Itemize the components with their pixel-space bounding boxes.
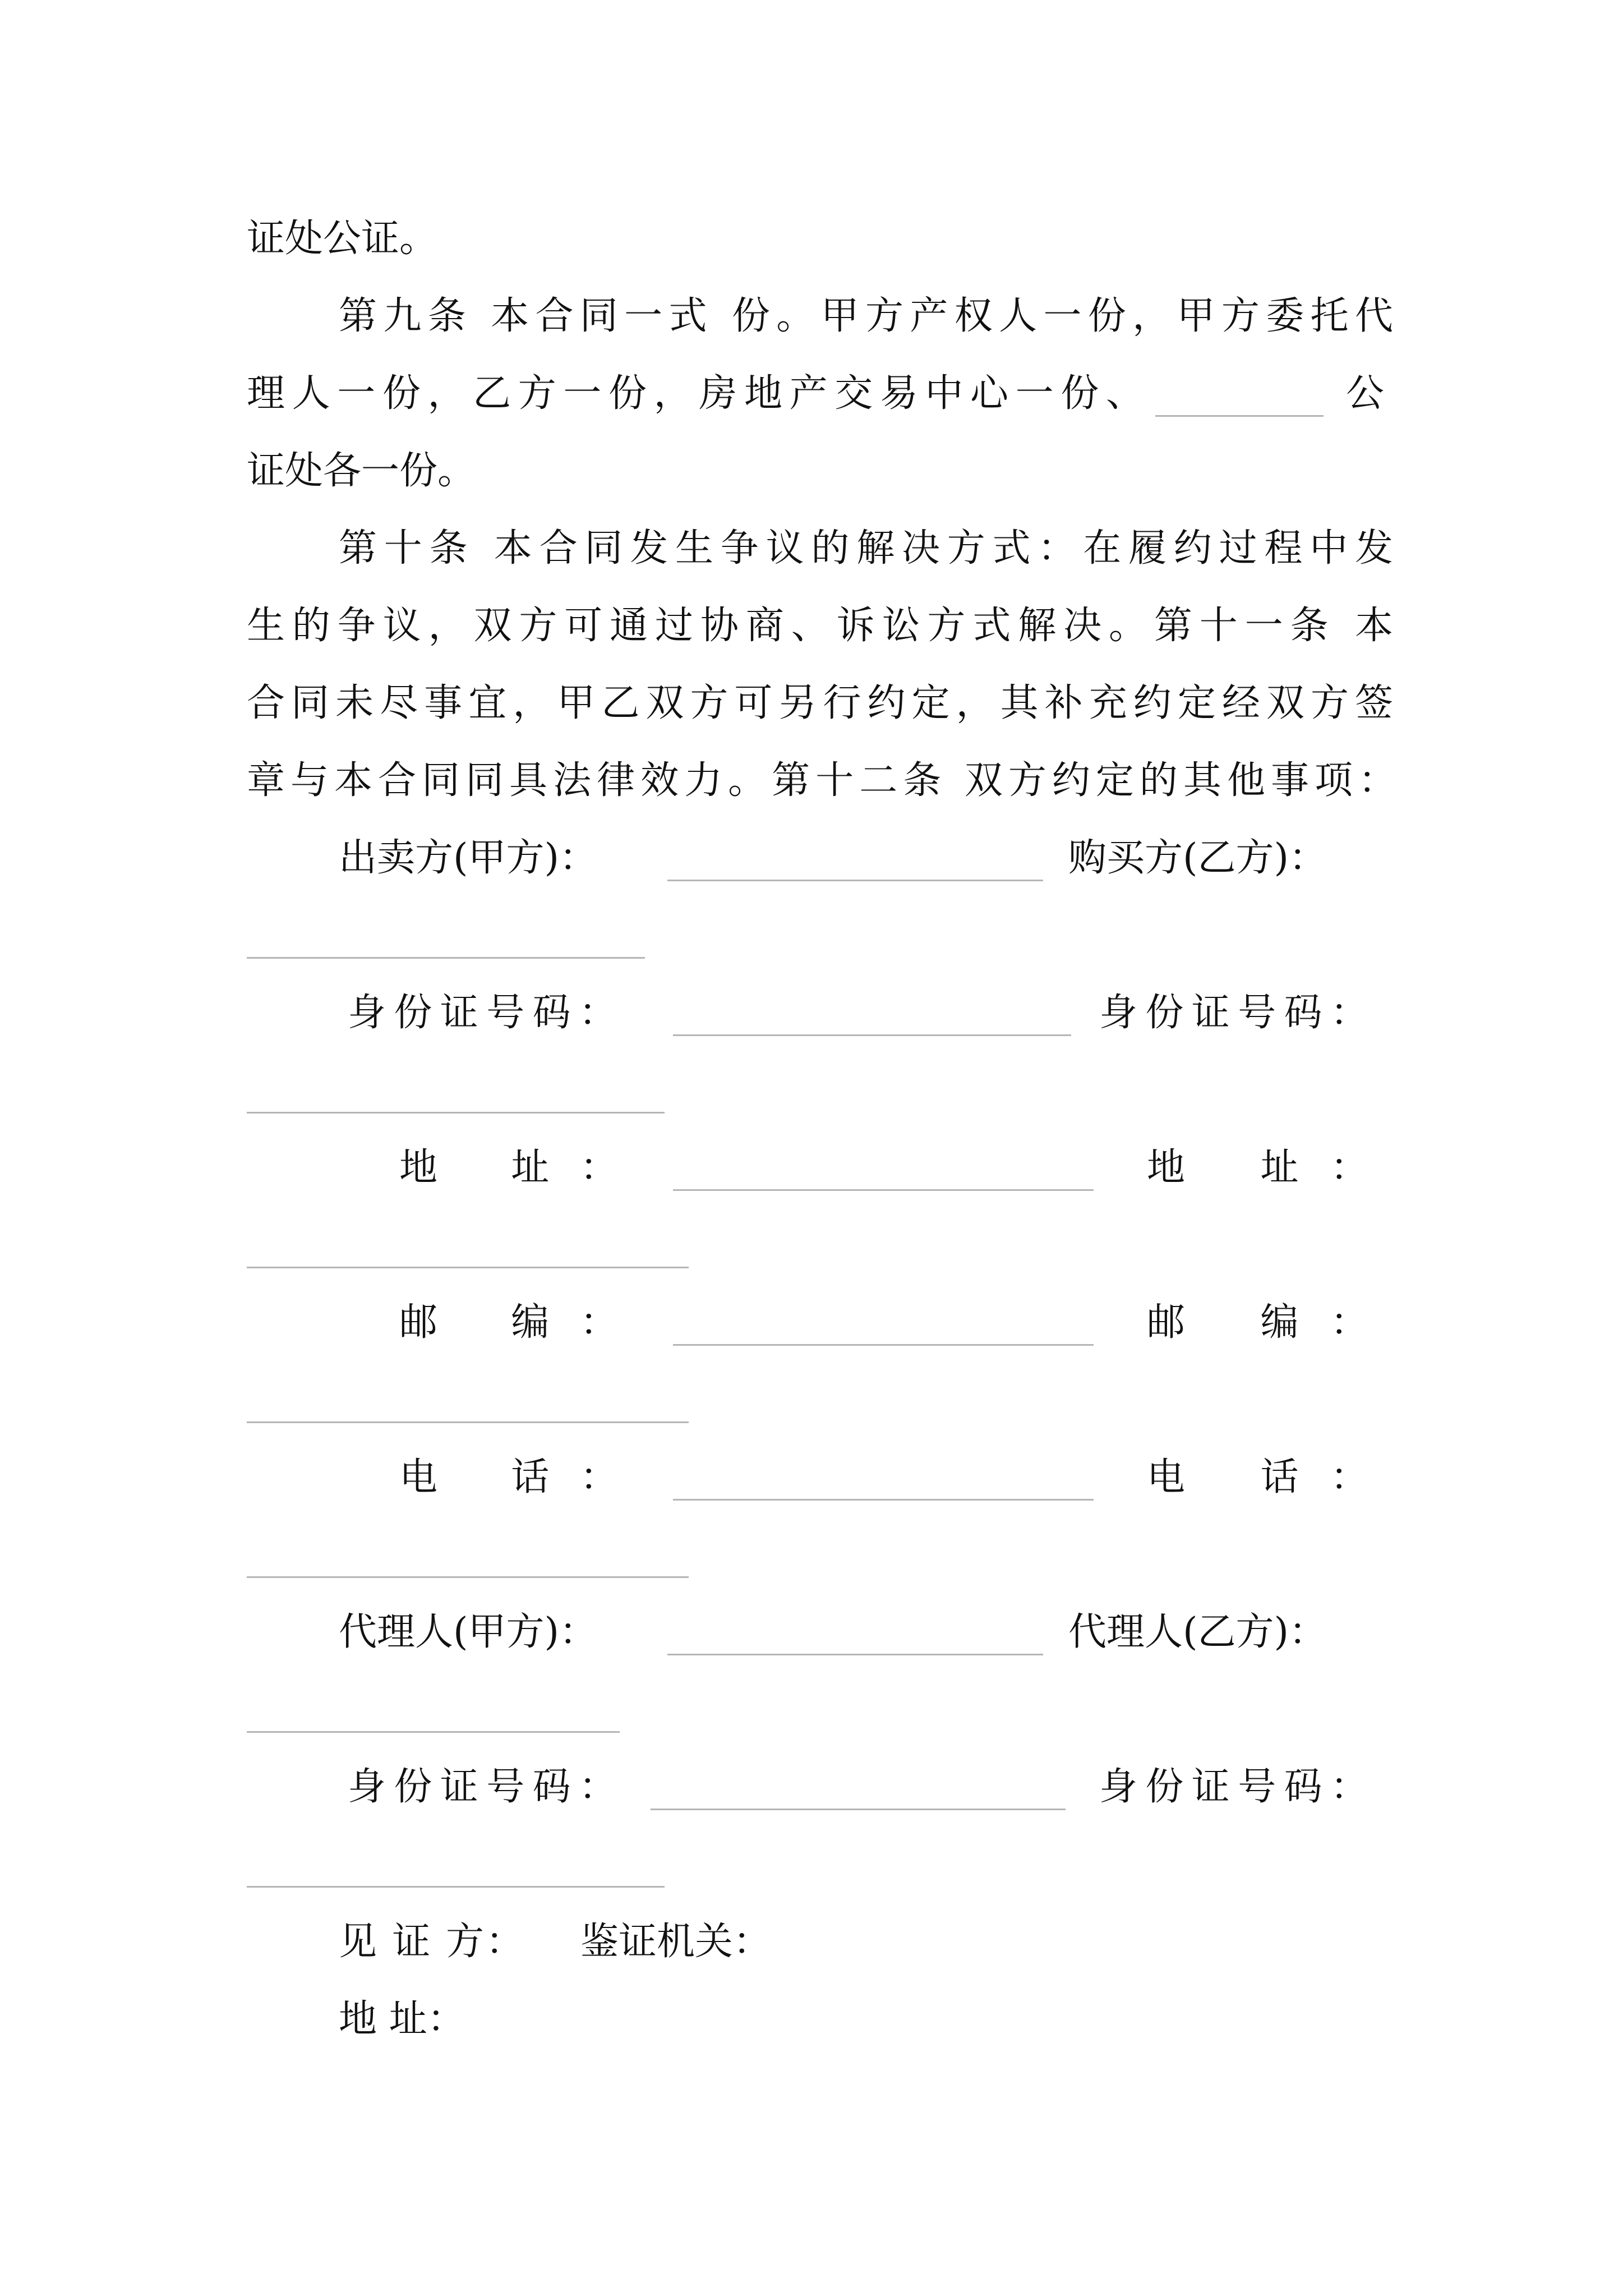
address-label-buyer: 地 址： [1147, 1145, 1368, 1190]
phone-label-buyer: 电 话： [1147, 1455, 1368, 1499]
text-line-6: 生的争议，双方可通过协商、诉讼方式解决。第十一条 本 [247, 604, 1393, 648]
zip-label-buyer: 邮 编： [1147, 1300, 1368, 1345]
text-line-2: 第九条 本合同一式 份。甲方产权人一份，甲方委托代 [339, 294, 1393, 338]
agent-blank-buyer [247, 1731, 620, 1733]
buyer-blank [247, 957, 645, 959]
zip-label-seller: 邮 编： [399, 1300, 618, 1345]
agent-id-blank-seller [651, 1809, 1066, 1810]
id-blank-seller [673, 1034, 1071, 1036]
buyer-label: 购买方(乙方)： [1068, 836, 1327, 880]
agent-label-seller: 代理人(甲方)： [339, 1610, 598, 1654]
footer-address-label: 地 址： [339, 1997, 465, 2041]
agent-id-label-buyer: 身份证号码： [1099, 1765, 1368, 1809]
address-blank-seller [673, 1189, 1094, 1191]
agent-label-buyer: 代理人(乙方)： [1068, 1610, 1327, 1654]
zip-blank-buyer [247, 1421, 689, 1423]
seller-blank [667, 880, 1043, 881]
agent-blank-seller [667, 1654, 1043, 1655]
phone-label-seller: 电 话： [399, 1455, 618, 1499]
text-line-7: 合同未尽事宜，甲乙双方可另行约定，其补充约定经双方签 [247, 681, 1393, 725]
id-label-buyer: 身份证号码： [1099, 991, 1368, 1035]
address-blank-buyer [247, 1267, 689, 1268]
phone-blank-buyer [247, 1576, 689, 1578]
id-blank-buyer [247, 1112, 665, 1114]
text-line-4: 证处各一份。 [247, 449, 476, 493]
seller-label: 出卖方(甲方)： [339, 836, 598, 880]
text-line-8: 章与本合同同具法律效力。第十二条 双方约定的其他事项： [247, 758, 1396, 803]
text-line-1: 证处公证。 [247, 217, 438, 261]
zip-blank-seller [673, 1344, 1094, 1346]
phone-blank-seller [673, 1499, 1094, 1501]
agent-id-blank-buyer [247, 1886, 665, 1888]
address-label-seller: 地 址： [399, 1145, 618, 1190]
agent-id-label-seller: 身份证号码： [348, 1765, 617, 1809]
authority-label: 鉴证机关： [580, 1920, 772, 1964]
text-line-5: 第十条 本合同发生争议的解决方式：在履约过程中发 [339, 526, 1393, 570]
text-line-3-end: 公 [1346, 371, 1385, 416]
witness-label: 见 证 方： [339, 1920, 524, 1964]
blank-notary [1155, 415, 1324, 417]
text-line-3: 理人一份，乙方一份，房地产交易中心一份、 [247, 371, 1144, 416]
id-label-seller: 身份证号码： [348, 991, 617, 1035]
